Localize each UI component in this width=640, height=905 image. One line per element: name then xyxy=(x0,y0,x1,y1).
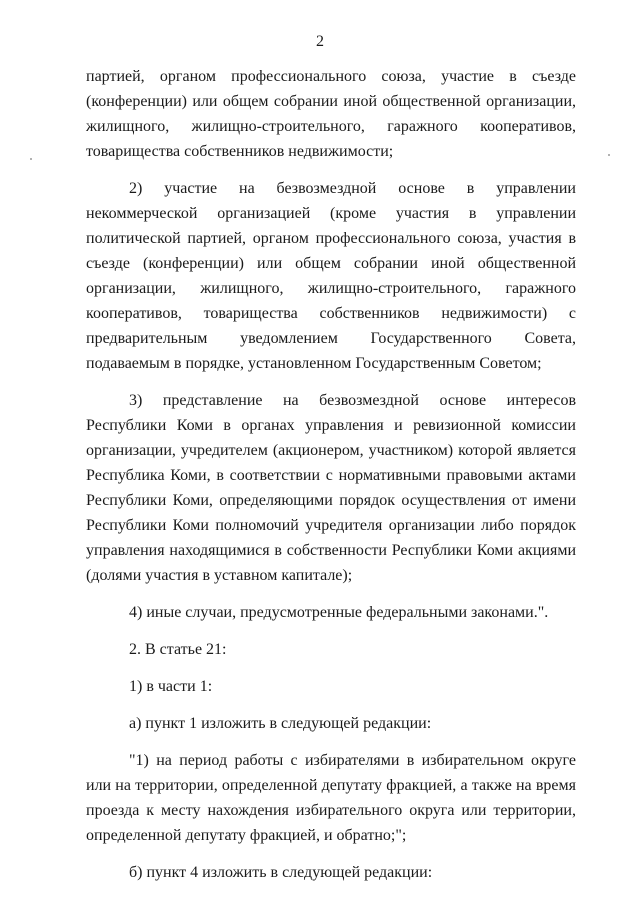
page-number: 2 xyxy=(316,33,324,50)
paragraph-item-2: 2) участие на безвозмездной основе в управлении некоммерческой организацией (кроме участия в управлении политической партией, органом профессионального союза, участия в съезде (конференции) или общем собрании иной общественной организации, жилищного, жилищно-строительного, гаражного кооперативов, товарищества собственников недвижимости) с предварительным уведомлением Государственного Совета, подаваемым в порядке, установленном Государственным Советом; xyxy=(86,180,576,372)
text-line: партией, органом профессионального союза, участие в съезде xyxy=(86,68,576,85)
paragraph-item-4: 4) иные случаи, предусмотренные федеральными законами.". xyxy=(129,604,549,621)
paragraph-part-1: 1) в части 1: xyxy=(129,678,213,695)
scan-speck xyxy=(608,154,610,156)
paragraph-continuation xyxy=(86,64,576,164)
paragraph-subitem-a: а) пункт 1 изложить в следующей редакции: xyxy=(129,715,432,732)
text-line: (конференции) или общем собрании иной общественной организации, xyxy=(86,93,576,110)
paragraph-article-21: 2. В статье 21: xyxy=(129,641,227,658)
scan-speck xyxy=(30,158,32,160)
paragraph-subitem-b: б) пункт 4 изложить в следующей редакции: xyxy=(129,864,433,881)
document-body xyxy=(86,64,576,885)
text-line: жилищного, жилищно-строительного, гаражного кооперативов, xyxy=(86,118,576,135)
paragraph-quoted-item-1: "1) на период работы с избирателями в избирательном округе или на территории, определенной депутату фракцией, а также на время проезда к месту нахождения избирательного округа или территории, определенной депутату фракцией, и обратно;"; xyxy=(86,752,576,844)
text-line: товарищества собственников недвижимости; xyxy=(86,143,394,160)
paragraph-item-3: 3) представление на безвозмездной основе интересов Республики Коми в органах управления и ревизионной комиссии организации, учредителем (акционером, участником) которой является Республика Коми, в соответствии с нормативными правовыми актами Республики Коми, определяющими порядок осуществления от имени Республики Коми полномочий учредителя организации либо порядок управления находящимися в собственности Республики Коми акциями (долями участия в уставном капитале); xyxy=(86,392,576,584)
